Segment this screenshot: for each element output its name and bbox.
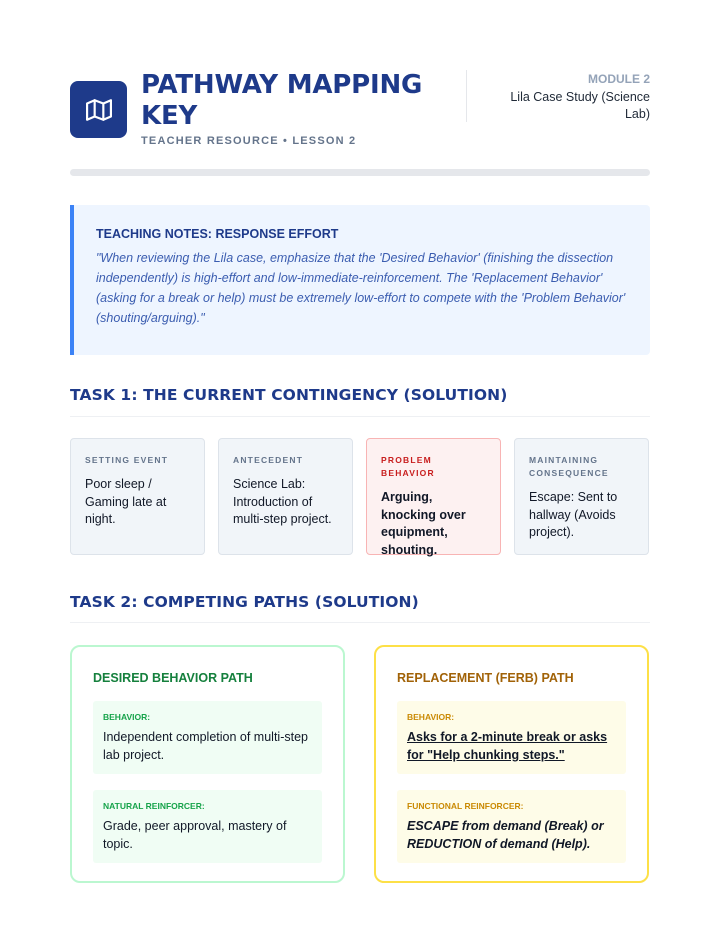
natural-reinforcer-box <box>93 790 322 863</box>
card-label: PROBLEM BEHAVIOR <box>381 455 435 478</box>
card-text: Poor sleep / Gaming late at night. <box>85 477 167 526</box>
task2-title: TASK 2: COMPETING PATHS (SOLUTION) <box>70 593 419 611</box>
logo-badge <box>70 81 127 138</box>
header-divider <box>466 70 467 122</box>
task1-title: TASK 1: THE CURRENT CONTINGENCY (SOLUTION) <box>70 386 508 404</box>
box-text: Asks for a 2-minute break or asks for "Help chunking steps." <box>407 730 608 762</box>
document-header <box>70 68 650 158</box>
task1-rule <box>70 416 650 417</box>
replacement-behavior-box <box>397 701 626 774</box>
problem-behavior-card <box>366 438 501 555</box>
replacement-ferb-path <box>374 645 649 883</box>
task2-rule <box>70 622 650 623</box>
module-label: MODULE 2 <box>587 72 650 86</box>
map-icon <box>86 97 112 123</box>
teaching-notes-title: TEACHING NOTES: RESPONSE EFFORT <box>96 227 339 241</box>
maintaining-consequence-card <box>514 438 649 555</box>
card-label: SETTING EVENT <box>85 455 169 465</box>
teaching-notes-body: "When reviewing the Lila case, emphasize that the 'Desired Behavior' (finishing the dissection independently) is high-effort and low-immediate-reinforcement. The 'Replacement Behavior' (asking for a break or help) must be extremely low-effort to compete with the 'Problem Behavior' (shouting/arguing)." <box>96 251 626 325</box>
card-text: Escape: Sent to hallway (Avoids project). <box>529 490 618 539</box>
box-label: NATURAL REINFORCER: <box>103 801 205 811</box>
antecedent-card <box>218 438 353 555</box>
box-text: ESCAPE from demand (Break) or REDUCTION of demand (Help). <box>407 819 604 851</box>
box-label: FUNCTIONAL REINFORCER: <box>407 801 524 811</box>
page-subtitle: TEACHER RESOURCE • LESSON 2 <box>141 135 357 147</box>
module-value: Lila Case Study (Science Lab) <box>510 90 650 121</box>
setting-event-card <box>70 438 205 555</box>
card-label: MAINTAINING CONSEQUENCE <box>529 455 609 478</box>
header-rule <box>70 169 650 176</box>
teaching-notes-callout <box>70 205 650 355</box>
page-title: PATHWAY MAPPING KEY <box>141 70 423 131</box>
card-text: Arguing, knocking over equipment, shouting. <box>381 490 466 557</box>
card-label: ANTECEDENT <box>233 455 304 465</box>
box-text: Grade, peer approval, mastery of topic. <box>103 819 287 851</box>
box-label: BEHAVIOR: <box>407 712 455 722</box>
card-text: Science Lab: Introduction of multi-step project. <box>233 477 332 526</box>
functional-reinforcer-box <box>397 790 626 863</box>
box-text: Independent completion of multi-step lab project. <box>103 730 308 762</box>
desired-behavior-path <box>70 645 345 883</box>
desired-path-title: DESIRED BEHAVIOR PATH <box>93 671 253 685</box>
replacement-path-title: REPLACEMENT (FERB) PATH <box>397 671 574 685</box>
desired-behavior-box <box>93 701 322 774</box>
box-label: BEHAVIOR: <box>103 712 151 722</box>
